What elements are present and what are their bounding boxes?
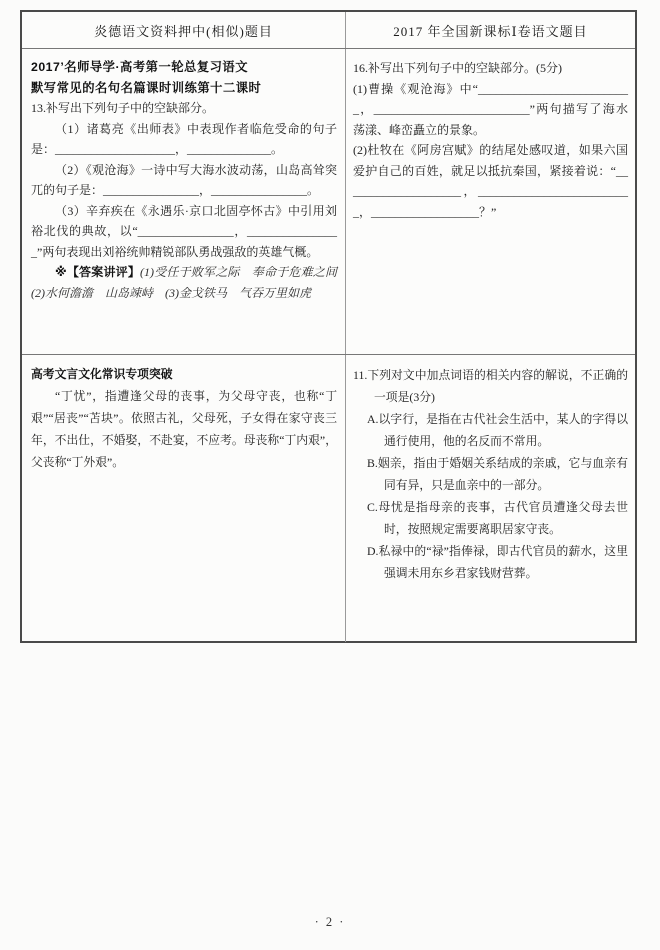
question-11-option-d: D.私禄中的“禄”指俸禄，即古代官员的薪水，这里强调未用东乡君家钱财营葬。	[367, 544, 628, 580]
question-16-item-2: (2)杜牧在《阿房宫赋》的结尾处感叹道，如果六国爱护自己的百姓，就足以抵抗秦国，紧接着说：“____________________，__________________________，__________________？”	[353, 143, 628, 219]
culture-topic-title: 高考文言文化常识专项突破	[31, 367, 173, 381]
question-11-stem: 11.下列对文中加点词语的相关内容的解说，不正确的一项是(3分)	[353, 368, 628, 404]
question-13-item-2: （2）《观沧海》一诗中写大海水波动荡，山岛高耸突兀的句子是：________________，________________。	[31, 162, 337, 197]
comparison-table	[20, 10, 637, 643]
answer-commentary-label: ※【答案讲评】	[55, 265, 141, 279]
question-13-stem: 13.补写出下列句子中的空缺部分。	[31, 101, 215, 115]
press-book-title-line2: 默写常见的名句名篇课时训练第十二课时	[31, 80, 262, 95]
answer-commentary	[31, 262, 337, 303]
cell-press-culture	[22, 355, 346, 642]
table-row-culture	[22, 355, 635, 642]
cell-exam-dictation	[346, 49, 635, 354]
question-11-option-b: B.姻亲，指由于婚姻关系结成的亲戚，它与血亲有同有异，只是血亲中的一部分。	[367, 456, 628, 492]
question-13-item-3: （3）辛弃疾在《永遇乐·京口北固亭怀古》中引用刘裕北伐的典故，以“________________，________________”两句表现出刘裕统帅精锐部队勇战强敌的英雄气概。	[31, 203, 337, 259]
cell-press-dictation	[22, 49, 346, 354]
table-row-dictation	[22, 49, 635, 355]
cell-exam-culture	[346, 355, 635, 642]
question-16-stem: 16.补写出下列句子中的空缺部分。(5分)	[353, 61, 562, 75]
table-header-right: 2017 年全国新课标Ⅰ卷语文题目	[393, 23, 588, 39]
question-11-option-a: A.以字行，是指在古代社会生活中，某人的字得以通行使用，他的名反而不常用。	[367, 412, 628, 448]
answer-commentary-text: (1)受任于败军之际 奉命于危难之间 (2)水何澹澹 山岛竦峙 (3)金戈铁马 气吞万里如虎	[31, 265, 337, 300]
question-13-item-1: （1）诸葛亮《出师表》中表现作者临危受命的句子是：____________________，______________。	[31, 121, 337, 156]
question-11-option-c: C.母忧是指母亲的丧事，古代官员遭逢父母去世时，按照规定需要离职居家守丧。	[367, 500, 628, 536]
page-number: · 2 ·	[314, 915, 346, 929]
press-book-title-line1: 2017’名师导学·高考第一轮总复习语文	[31, 60, 249, 74]
culture-topic-body: “丁忧”，指遭逢父母的丧事，为父母守丧，也称“丁艰”“居丧”“苫块”。依照古礼，父母死，子女得在家守丧三年，不出仕，不婚娶，不赴宴，不应考。母丧称“丁内艰”，父丧称“丁外艰”。	[31, 389, 337, 469]
table-header-row	[22, 12, 635, 49]
question-16-item-1: (1)曹操《观沧海》中“__________________________，__________________________”两句描写了海水荡漾、峰峦矗立的景象。	[353, 81, 628, 137]
table-header-left: 炎德语文资料押中(相似)题目	[22, 12, 346, 48]
